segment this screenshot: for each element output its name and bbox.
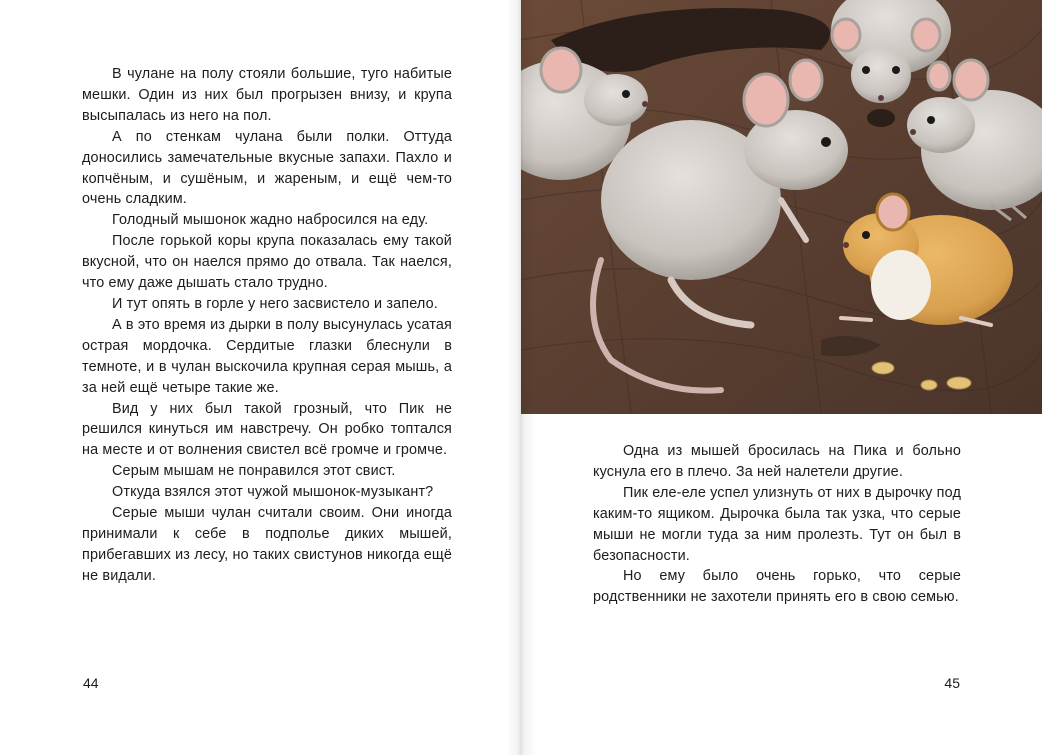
right-page-text [593,441,961,608]
paragraph: И тут опять в горле у него засвистело и запело. [112,295,438,312]
page-number-right: 45 [944,675,960,691]
page-number-left: 44 [83,675,99,691]
paragraph: Но ему было очень горько, что серые родственники не захотели принять его в свою семью. [593,568,961,606]
paragraph: Серым мышам не понравился этот свист. [112,463,396,480]
left-page-text [82,64,452,587]
paragraph: Голодный мышонок жадно набросился на еду. [112,212,429,229]
paragraph: После горькой коры крупа показалась ему такой вкусной, что он наелся прямо до отвала. Так наелся, что ему даже дышать стало трудно. [82,233,452,292]
paragraph: В чулане на полу стояли большие, туго набитые мешки. Один из них был прогрызен внизу, и крупа высыпалась из него на пол. [82,66,452,124]
paragraph: Откуда взялся этот чужой мышонок-музыкант? [112,484,434,501]
right-page [521,0,1042,755]
paragraph: Пик еле-еле успел улизнуть от них в дырочку под каким-то ящиком. Дырочка была так узка, что серые мыши не могли туда за ним пролезть. Тут он был в безопасности. [593,484,962,564]
paragraph: Серые мыши чулан считали своим. Они иногда принимали к себе в подполье диких мышей, прибегавших из лесу, но таких свистунов никогда ещё не видали. [82,505,452,584]
paragraph: А в это время из дырки в полу высунулась усатая острая мордочка. Сердитые глазки блеснули в темноте, и в чулан выскочила крупная серая мышь, а за ней ещё четыре такие же. [82,316,452,396]
paragraph: Одна из мышей бросилась на Пика и больно куснула его в плечо. За ней налетели другие. [593,443,961,480]
mice-drawing [521,0,1042,414]
mice-illustration [521,0,1042,414]
paragraph: Вид у них был такой грозный, что Пик не решился кинуться им навстречу. Он робко топтался на месте и от волнения свистел всё громче и громче. [82,400,452,459]
small-hole [867,109,895,127]
paragraph: А по стенкам чулана были полки. Оттуда доносились замечательные вкусные запахи. Пахло и копчёным, и сушёным, и жареным, и ещё чем-то очень сладким. [82,128,452,208]
